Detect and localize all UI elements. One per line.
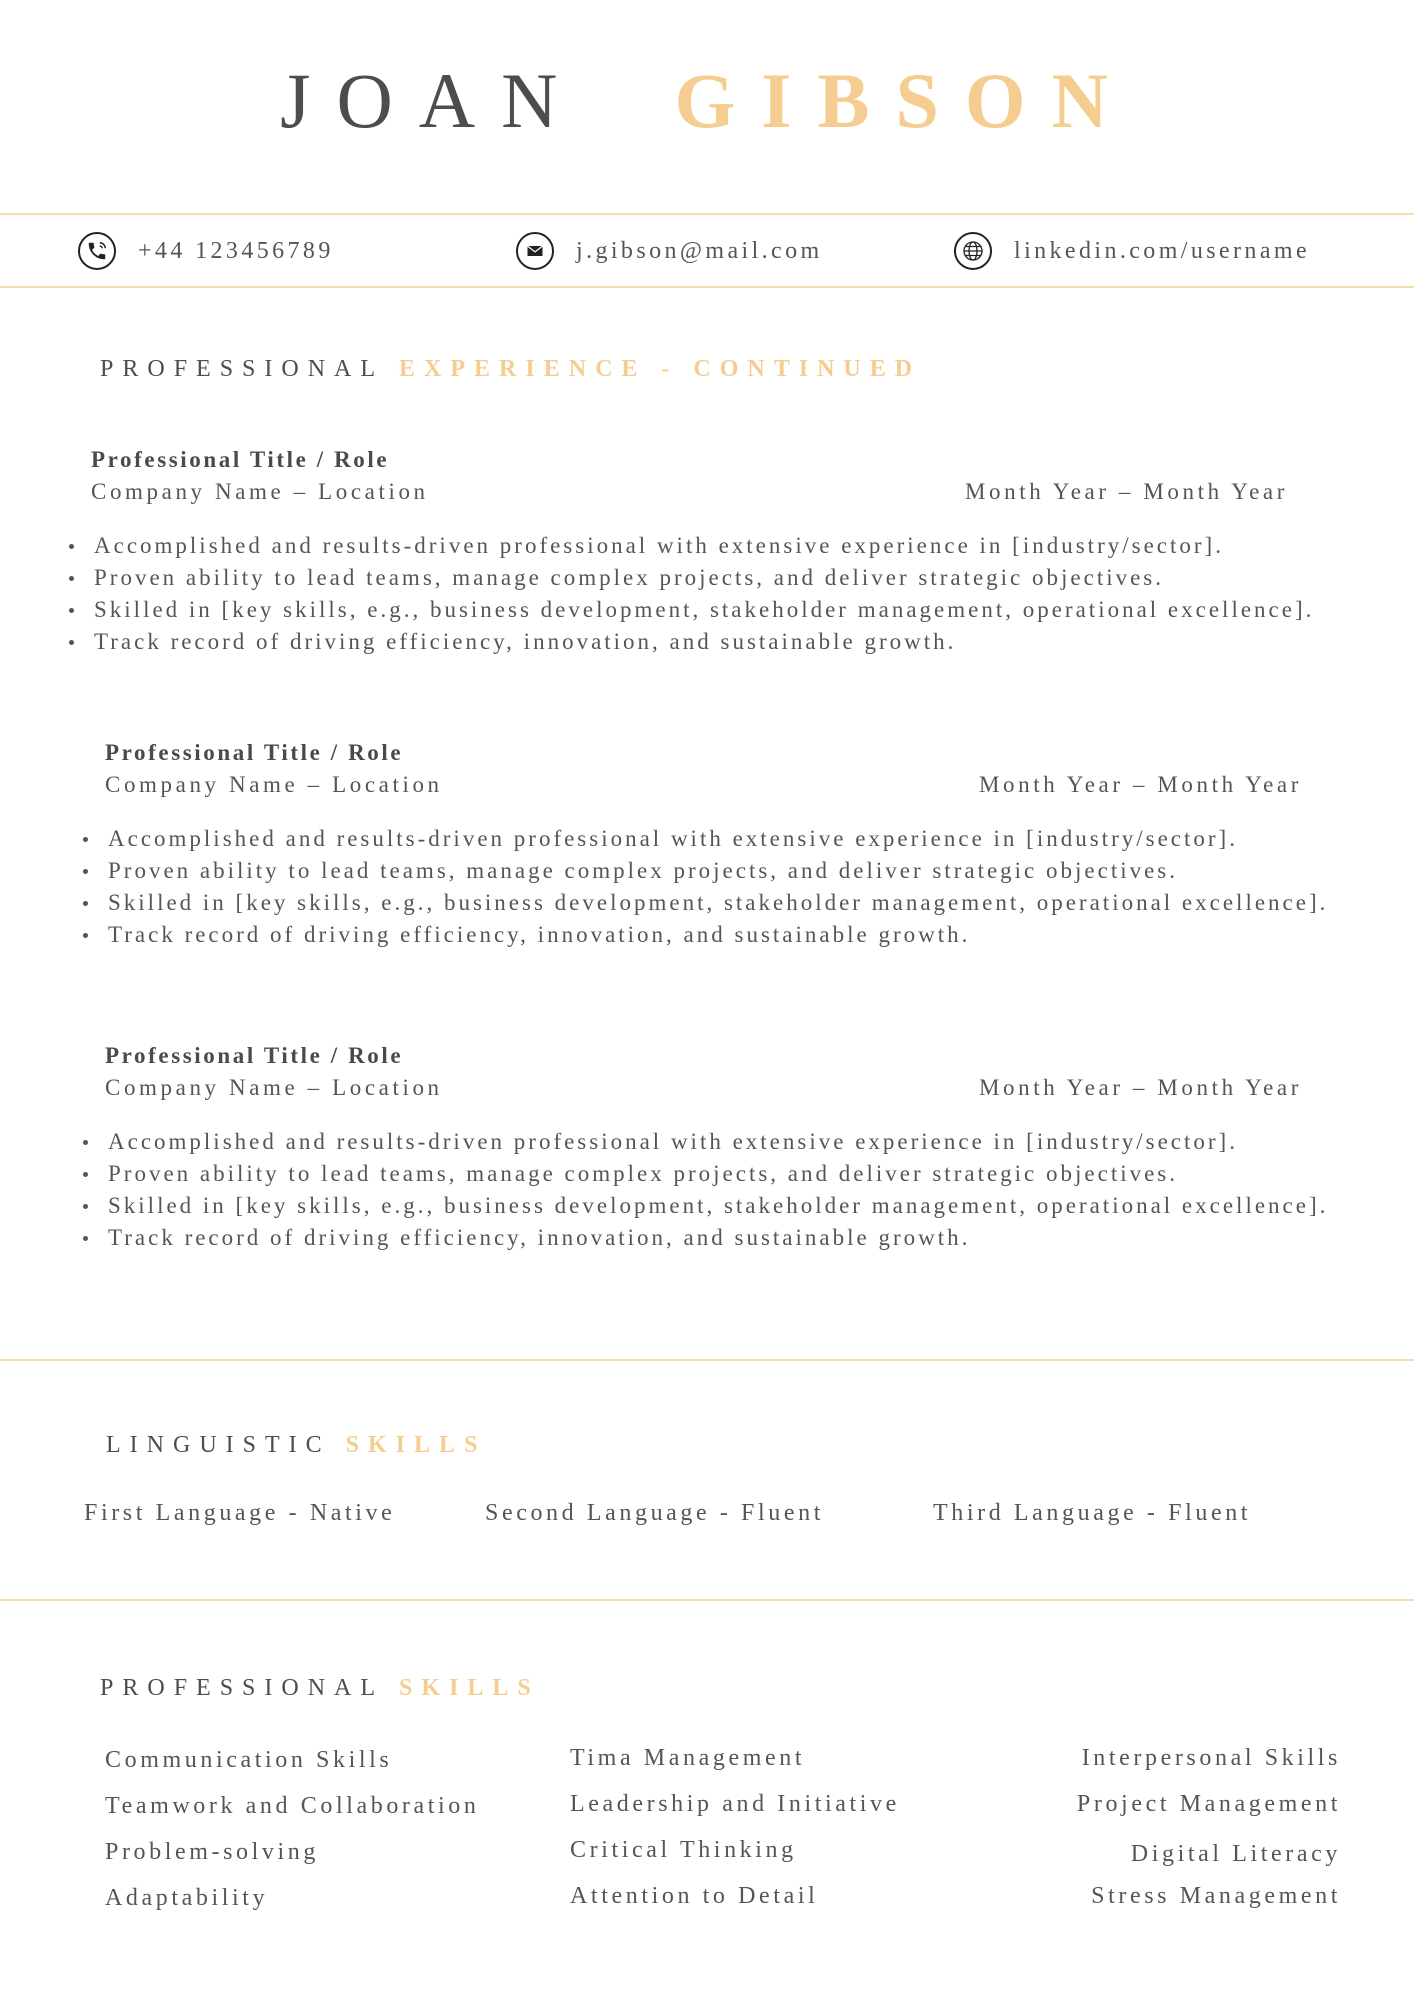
job-meta [91, 476, 1288, 508]
skill-item: Teamwork and Collaboration [105, 1793, 480, 1819]
email-text: j.gibson@mail.com [576, 237, 823, 264]
last-name: GIBSON [674, 57, 1134, 144]
language-item: Third Language - Fluent [933, 1500, 1252, 1526]
job-bullet: Proven ability to lead teams, manage complex projects, and deliver strategic objectives. [93, 562, 1384, 594]
job-bullet: Skilled in [key skills, e.g., business development, stakeholder management, operational excellence]. [107, 887, 1398, 919]
job-meta [105, 1072, 1302, 1104]
experience-heading [100, 356, 921, 383]
skills-heading-main: PROFESSIONAL [100, 1675, 385, 1701]
skill-item: Attention to Detail [570, 1883, 819, 1909]
job-company: Company Name – Location [105, 1075, 443, 1100]
job-dates: Month Year – Month Year [964, 479, 1288, 504]
skills-heading [100, 1675, 540, 1702]
skill-item: Digital Literacy [1130, 1841, 1341, 1867]
job-company: Company Name – Location [105, 772, 443, 797]
experience-heading-main: PROFESSIONAL [100, 356, 385, 382]
contact-linkedin[interactable] [954, 228, 1310, 274]
job-entry [105, 737, 1405, 951]
language-item: First Language - Native [84, 1500, 396, 1526]
skill-item: Project Management [1076, 1791, 1341, 1817]
experience-heading-accent: EXPERIENCE - CONTINUED [399, 356, 922, 382]
job-meta [105, 769, 1302, 801]
job-bullet: Accomplished and results-driven professional with extensive experience in [industry/sector]. [107, 1126, 1398, 1158]
job-bullet: Proven ability to lead teams, manage complex projects, and deliver strategic objectives. [107, 1158, 1398, 1190]
contact-phone[interactable] [78, 228, 334, 274]
job-bullet: Track record of driving efficiency, innovation, and sustainable growth. [107, 919, 1398, 951]
phone-icon [78, 232, 116, 270]
first-name: JOAN [280, 57, 584, 144]
skill-item: Tima Management [570, 1745, 806, 1771]
job-bullet: Accomplished and results-driven professional with extensive experience in [industry/sector]. [107, 823, 1398, 855]
globe-icon [954, 232, 992, 270]
skill-item: Critical Thinking [570, 1837, 797, 1863]
skill-item: Stress Management [1091, 1883, 1341, 1909]
phone-text: +44 123456789 [138, 237, 334, 264]
skills-heading-accent: SKILLS [399, 1675, 540, 1701]
job-bullets [105, 1126, 1405, 1254]
linkedin-text: linkedin.com/username [1014, 237, 1311, 264]
job-bullets [91, 530, 1391, 658]
job-bullet: Proven ability to lead teams, manage complex projects, and deliver strategic objectives. [107, 855, 1398, 887]
job-dates: Month Year – Month Year [978, 772, 1302, 797]
job-bullet: Track record of driving efficiency, innovation, and sustainable growth. [93, 626, 1384, 658]
skill-item: Communication Skills [105, 1747, 393, 1773]
job-title: Professional Title / Role [105, 740, 404, 765]
job-bullet: Skilled in [key skills, e.g., business development, stakeholder management, operational excellence]. [107, 1190, 1398, 1222]
linguistic-heading [106, 1432, 486, 1459]
job-entry [91, 444, 1391, 658]
job-dates: Month Year – Month Year [978, 1075, 1302, 1100]
skill-item: Leadership and Initiative [570, 1791, 900, 1817]
job-bullets [105, 823, 1405, 951]
mail-icon [516, 232, 554, 270]
linguistic-heading-accent: SKILLS [345, 1432, 487, 1458]
resume-name [0, 57, 1414, 144]
contact-email[interactable] [516, 228, 823, 274]
header-bottom-rule [0, 286, 1414, 288]
skill-item: Problem-solving [105, 1839, 319, 1865]
experience-bottom-rule [0, 1359, 1414, 1361]
skill-item: Adaptability [105, 1885, 269, 1911]
skill-item: Interpersonal Skills [1081, 1745, 1341, 1771]
job-title: Professional Title / Role [91, 447, 390, 472]
job-title: Professional Title / Role [105, 1043, 404, 1068]
linguistic-bottom-rule [0, 1599, 1414, 1601]
linguistic-heading-main: LINGUISTIC [106, 1432, 331, 1458]
job-bullet: Accomplished and results-driven professional with extensive experience in [industry/sector]. [93, 530, 1384, 562]
job-bullet: Skilled in [key skills, e.g., business development, stakeholder management, operational excellence]. [93, 594, 1384, 626]
job-entry [105, 1040, 1405, 1254]
job-bullet: Track record of driving efficiency, innovation, and sustainable growth. [107, 1222, 1398, 1254]
header-top-rule [0, 213, 1414, 215]
job-company: Company Name – Location [91, 479, 429, 504]
language-item: Second Language - Fluent [485, 1500, 824, 1526]
